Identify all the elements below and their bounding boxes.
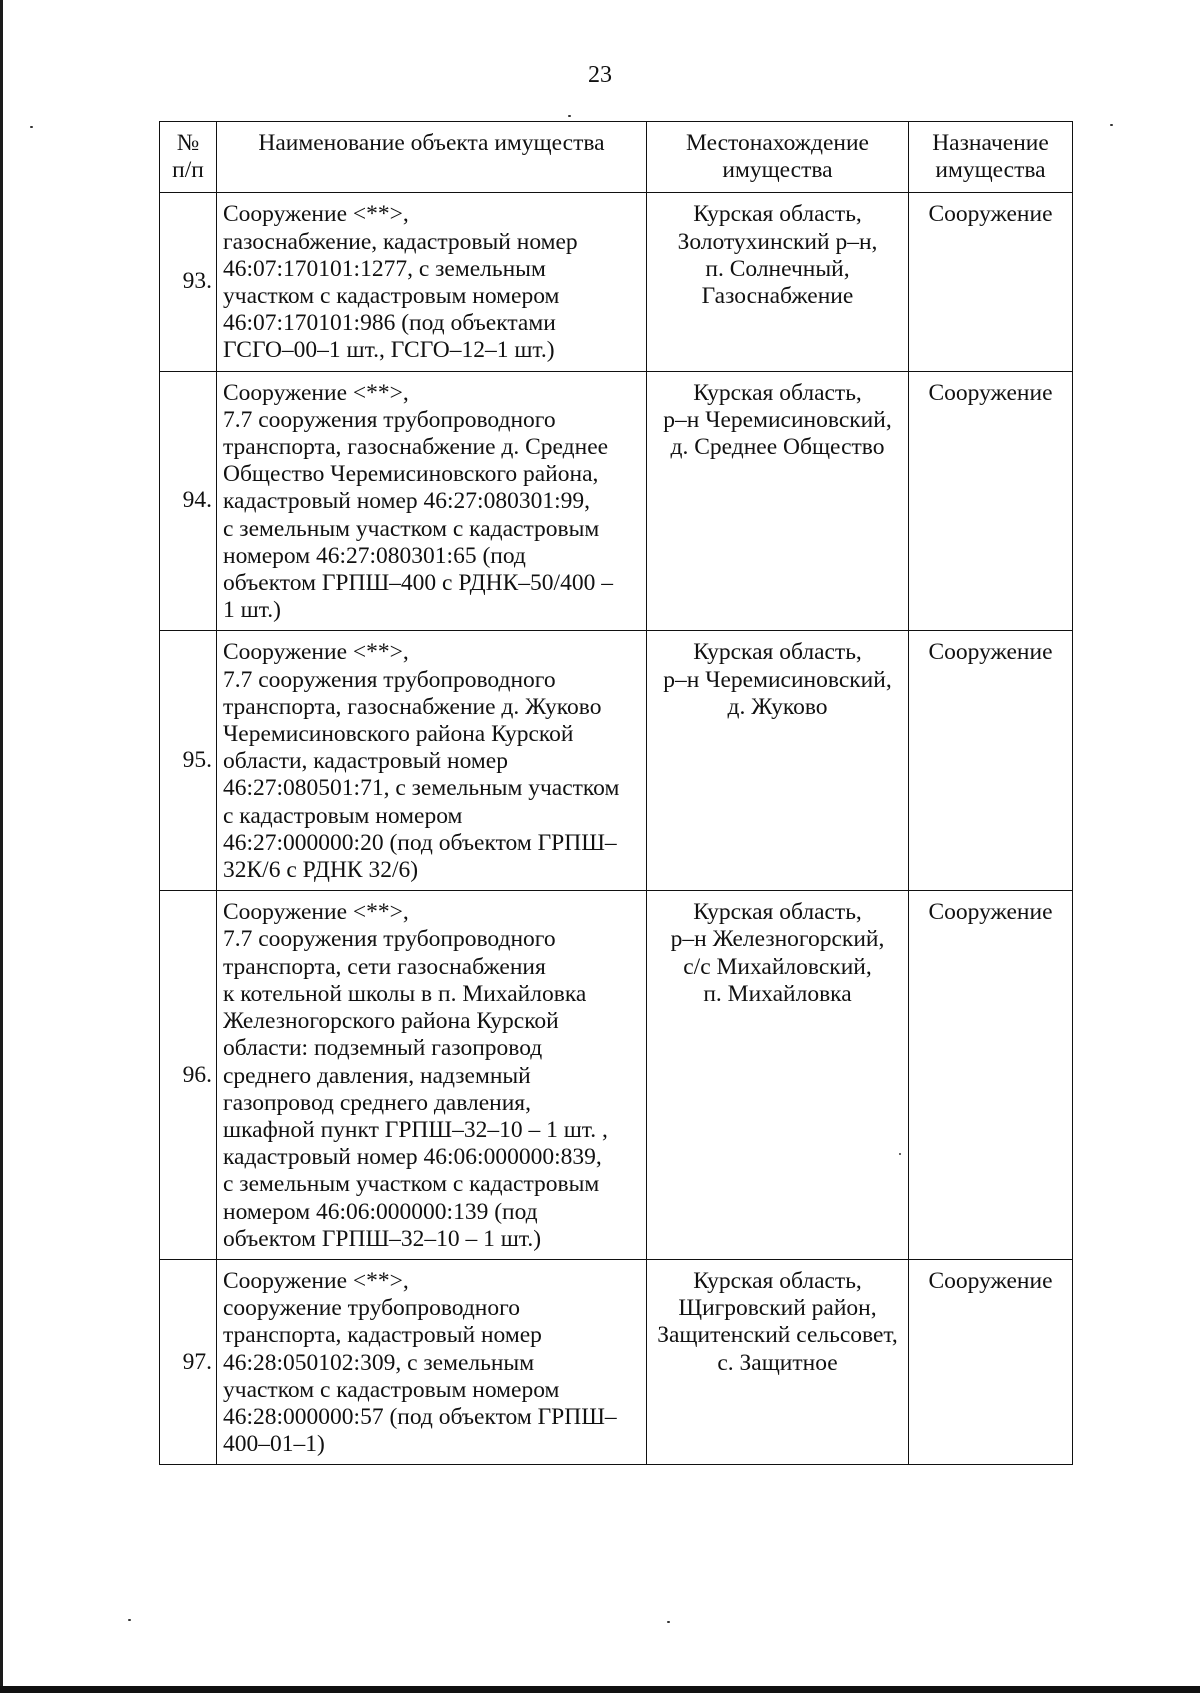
table-row <box>160 891 1073 1260</box>
header-object-name <box>217 122 647 193</box>
object-purpose: Сооружение <box>909 193 1073 371</box>
scan-speck <box>1110 124 1113 126</box>
scan-edge-left <box>0 0 3 1693</box>
scan-speck <box>30 126 33 128</box>
header-number-abbr: п/п <box>172 157 204 184</box>
property-table <box>159 121 1073 1465</box>
scan-speck <box>128 1619 131 1621</box>
header-number-symbol: № <box>176 130 200 156</box>
object-location: Курская область, Щигровский район, Защитенский сельсовет, с. Защитное <box>647 1259 909 1464</box>
object-name: Сооружение <**>, сооружение трубопроводного транспорта, кадастровый номер 46:28:050102:309, с земельным участком с кадастровым номером 46:28:000000:57 (под объектом ГРПШ– 400–01–1) <box>217 1259 647 1464</box>
object-name: Сооружение <**>, 7.7 сооружения трубопроводного транспорта, сети газоснабжения к котельной школы в п. Михайловка Железногорского района Курской области: подземный газопровод среднего давления, надземный газопровод среднего давления, шкафной пункт ГРПШ–32–10 – 1 шт. , кадастровый номер 46:06:000000:839, с земельным участком с кадастровым номером 46:06:000000:139 (под объектом ГРПШ–32–10 – 1 шт.) <box>217 891 647 1260</box>
object-location: Курская область, р–н Черемисиновский, д. Жуково <box>647 631 909 891</box>
row-number: 97. <box>160 1259 217 1464</box>
table-header-row <box>160 122 1073 193</box>
object-purpose: Сооружение <box>909 371 1073 631</box>
header-purpose <box>909 122 1073 193</box>
object-purpose: Сооружение <box>909 1259 1073 1464</box>
object-location: Курская область, р–н Черемисиновский, д. Среднее Общество <box>647 371 909 631</box>
scan-edge-bottom <box>0 1686 1200 1693</box>
table-row <box>160 1259 1073 1464</box>
scan-speck <box>667 1621 670 1623</box>
header-purpose-line1: Назначение <box>932 130 1049 156</box>
table-row <box>160 631 1073 891</box>
object-location: Курская область, Золотухинский р–н, п. Солнечный, Газоснабжение <box>647 193 909 371</box>
object-name: Сооружение <**>, 7.7 сооружения трубопроводного транспорта, газоснабжение д. Среднее Общество Черемисиновского района, кадастровый номер 46:27:080301:99, с земельным участком с кадастровым номером 46:27:080301:65 (под объектом ГРПШ–400 с РДНК–50/400 – 1 шт.) <box>217 371 647 631</box>
header-location-line2: имущества <box>722 157 833 184</box>
scan-speck <box>568 115 571 117</box>
row-number: 96. <box>160 891 217 1260</box>
object-location: Курская область, р–н Железногорский, с/с Михайловский, п. Михайловка <box>647 891 909 1260</box>
header-object-name-text: Наименование объекта имущества <box>258 130 605 156</box>
table-row <box>160 193 1073 371</box>
row-number: 95. <box>160 631 217 891</box>
row-number: 93. <box>160 193 217 371</box>
object-purpose: Сооружение <box>909 631 1073 891</box>
page-number: 23 <box>588 62 612 88</box>
header-location-line1: Местонахождение <box>686 130 869 156</box>
object-name: Сооружение <**>, 7.7 сооружения трубопроводного транспорта, газоснабжение д. Жуково Черемисиновского района Курской области, кадастровый номер 46:27:080501:71, с земельным участком с кадастровым номером 46:27:000000:20 (под объектом ГРПШ– 32К/6 с РДНК 32/6) <box>217 631 647 891</box>
header-purpose-line2: имущества <box>935 157 1046 184</box>
header-number <box>160 122 217 193</box>
object-name: Сооружение <**>, газоснабжение, кадастровый номер 46:07:170101:1277, с земельным участком с кадастровым номером 46:07:170101:986 (под объектами ГСГО–00–1 шт., ГСГО–12–1 шт.) <box>217 193 647 371</box>
header-location <box>647 122 909 193</box>
object-purpose: Сооружение <box>909 891 1073 1260</box>
table-row <box>160 371 1073 631</box>
row-number: 94. <box>160 371 217 631</box>
